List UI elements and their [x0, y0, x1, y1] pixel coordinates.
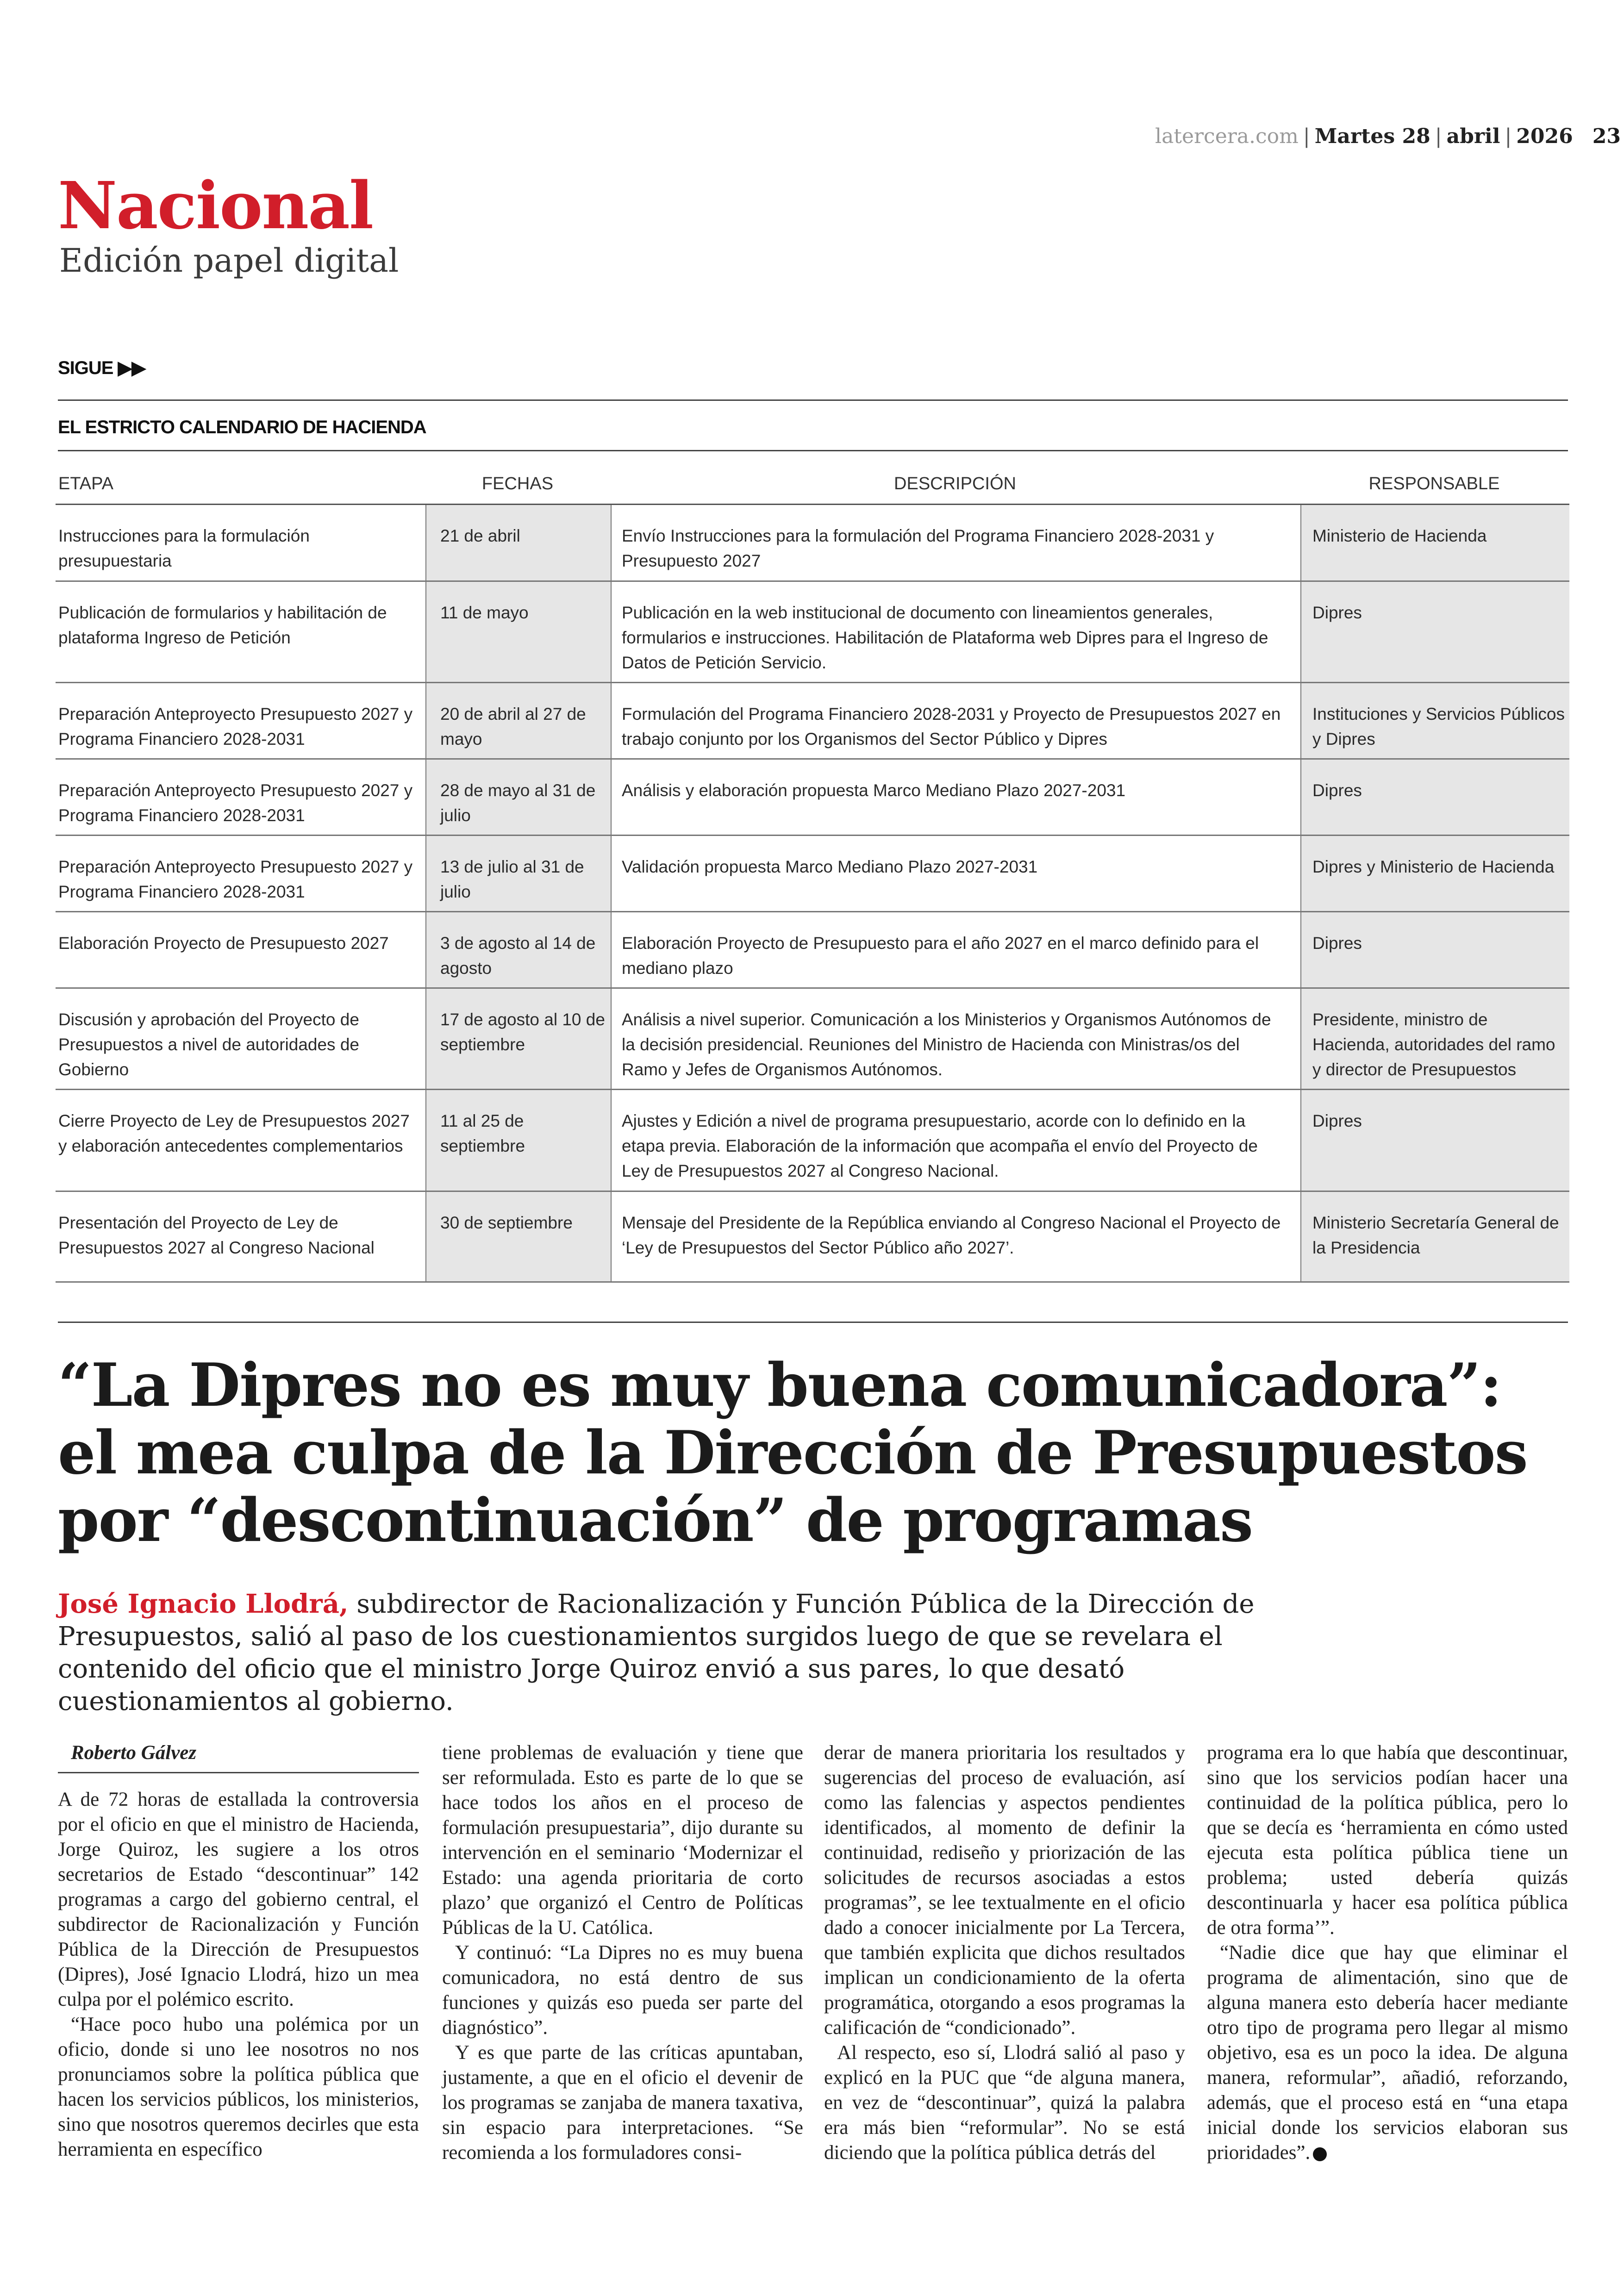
date-year: 2026	[1516, 125, 1573, 148]
cell-etapa: Instrucciones para la formulación presupuestaria	[56, 505, 426, 581]
cell-etapa: Cierre Proyecto de Ley de Presupuestos 2027 y elaboración antecedentes complementarios	[56, 1090, 426, 1191]
header-descripcion: DESCRIPCIÓN	[611, 467, 1301, 505]
cell-responsable: Instituciones y Servicios Públicos y Dipres	[1301, 683, 1569, 759]
paragraph-text: “Nadie dice que hay que eliminar el programa de alimentación, sino que de alguna manera esto debería hacer mediante otro tipo de programa pero llegar al mismo objetivo, esa es un poco la idea. De alguna manera, reformular”, añadió, reforzando, además, que el proceso está en “una etapa inicial donde los servicios elaboran sus prioridades”.	[1207, 1942, 1568, 2164]
paragraph: “Hace poco hubo una polémica por un oficio, donde si uno lee nosotros no nos pronunciamos sobre la política pública que hacen los servicios públicos, los ministerios, sino que nosotros queremos decirles que esta herramienta en específico	[58, 2014, 419, 2160]
cell-fechas: 13 de julio al 31 de julio	[426, 836, 611, 912]
cell-etapa: Preparación Anteproyecto Presupuesto 2027 y Programa Financiero 2028-2031	[56, 836, 426, 912]
end-of-article-icon	[1313, 2147, 1327, 2161]
cell-descripcion: Ajustes y Edición a nivel de programa presupuestario, acorde con lo definido en la etapa previa. Elaboración de la información que acompaña el envío del Proyecto de Ley de Presupuestos 2027 al Congreso Nacional.	[611, 1090, 1301, 1191]
cell-etapa: Publicación de formularios y habilitación de plataforma Ingreso de Petición	[56, 581, 426, 683]
table-row	[56, 836, 1569, 912]
lede-name: José Ignacio Llodrá,	[58, 1589, 349, 1619]
cell-responsable: Presidente, ministro de Hacienda, autoridades del ramo y director de Presupuestos	[1301, 988, 1569, 1090]
table-row	[56, 683, 1569, 759]
table-title: EL ESTRICTO CALENDARIO DE HACIENDA	[58, 417, 426, 437]
cell-fechas: 21 de abril	[426, 505, 611, 581]
lede-text: subdirector de Racionalización y Función Pública de la Dirección de Presupuestos, salió al paso de los cuestionamientos surgidos luego de que se revelara el contenido del oficio que el ministro Jorge Quiroz envió a sus pares, lo que desató cuestionamientos al gobierno.	[58, 1589, 1255, 1716]
cell-descripcion: Publicación en la web institucional de documento con lineamientos generales, formularios e instrucciones. Habilitación de Plataforma web Dipres para el Ingreso de Datos de Petición Servicio.	[611, 581, 1301, 683]
table-row	[56, 1191, 1569, 1282]
cell-etapa: Preparación Anteproyecto Presupuesto 2027 y Programa Financiero 2028-2031	[56, 759, 426, 836]
calendar-table	[56, 467, 1569, 1283]
cell-responsable: Dipres y Ministerio de Hacienda	[1301, 836, 1569, 912]
cell-etapa: Discusión y aprobación del Proyecto de Presupuestos a nivel de autoridades de Gobierno	[56, 988, 426, 1090]
cell-fechas: 11 al 25 de septiembre	[426, 1090, 611, 1191]
header-etapa: ETAPA	[56, 467, 426, 505]
table-row	[56, 1090, 1569, 1191]
article-column-3	[824, 1740, 1185, 2165]
cell-fechas: 20 de abril al 27 de mayo	[426, 683, 611, 759]
continuation-label: SIGUE ▶▶	[58, 358, 146, 378]
paragraph	[1207, 1940, 1568, 2165]
cell-fechas: 28 de mayo al 31 de julio	[426, 759, 611, 836]
paragraph: A de 72 horas de estallada la controversia por el oficio en que el ministro de Hacienda, Jorge Quiroz, les sugiere a los otros secretarios de Estado “descontinuar” 142 programas a cargo del gobierno central, el subdirector de Racionalización y Función Pública de la Dirección de Presupuestos (Dipres), José Ignacio Llodrá, hizo un mea culpa por el polémico escrito.	[58, 1789, 419, 2010]
article-column-4	[1207, 1740, 1568, 2165]
cell-descripcion: Análisis y elaboración propuesta Marco Mediano Plazo 2027-2031	[611, 759, 1301, 836]
table-row	[56, 912, 1569, 988]
cell-descripcion: Envío Instrucciones para la formulación del Programa Financiero 2028-2031 y Presupuesto 2027	[611, 505, 1301, 581]
top-divider	[58, 399, 1568, 401]
paragraph: Al respecto, eso sí, Llodrá salió al paso y explicó en la PUC que “de alguna manera, en vez de “descontinuar”, quizá la palabra era más bien “reformular”. No se está diciendo que la política pública detrás del	[824, 2042, 1185, 2164]
byline: Roberto Gálvez	[71, 1742, 197, 1764]
cell-etapa: Elaboración Proyecto de Presupuesto 2027	[56, 912, 426, 988]
article-column-1	[58, 1740, 419, 2162]
article-lede	[58, 1588, 1345, 1718]
article-headline: “La Dipres no es muy buena comunicadora”: el mea culpa de la Dirección de Presupuestos por “descontinuación” de programas	[58, 1351, 1527, 1555]
table-row	[56, 988, 1569, 1090]
cell-responsable: Dipres	[1301, 1090, 1569, 1191]
cell-responsable: Ministerio de Hacienda	[1301, 505, 1569, 581]
cell-fechas: 30 de septiembre	[426, 1191, 611, 1282]
header-fechas: FECHAS	[426, 467, 611, 505]
page-number: 23	[1592, 125, 1621, 148]
paragraph: tiene problemas de evaluación y tiene que ser reformulada. Esto es parte de lo que se hace todos los años en el proceso de formulación presupuestaria”, dijo durante su intervención en el seminario ‘Modernizar el Estado: una agenda prioritaria de corto plazo’ que organizó el Centro de Políticas Públicas de la U. Católica.	[442, 1742, 803, 1939]
cell-descripcion: Elaboración Proyecto de Presupuesto para el año 2027 en el marco definido para el mediano plazo	[611, 912, 1301, 988]
paragraph: programa era lo que había que descontinuar, sino que los servicios podían hacer una continuidad de la política pública, pero lo que se decía es ‘herramienta en cómo usted ejecuta esta política pública tiene un problema; usted debería quizás descontinuarla y hacer esa política pública de otra forma’”.	[1207, 1742, 1568, 1939]
cell-responsable: Ministerio Secretaría General de la Presidencia	[1301, 1191, 1569, 1282]
cell-fechas: 3 de agosto al 14 de agosto	[426, 912, 611, 988]
table-row	[56, 759, 1569, 836]
cell-etapa: Preparación Anteproyecto Presupuesto 2027 y Programa Financiero 2028-2031	[56, 683, 426, 759]
table-header-row	[56, 467, 1569, 505]
cell-responsable: Dipres	[1301, 759, 1569, 836]
cell-descripcion: Validación propuesta Marco Mediano Plazo 2027-2031	[611, 836, 1301, 912]
table-title-divider	[58, 450, 1568, 451]
table-row	[56, 505, 1569, 581]
cell-responsable: Dipres	[1301, 912, 1569, 988]
byline-divider	[58, 1772, 419, 1773]
dateline: latercera.com | Martes 28 | abril | 2026 23	[1155, 125, 1621, 148]
cell-fechas: 17 de agosto al 10 de septiembre	[426, 988, 611, 1090]
cell-responsable: Dipres	[1301, 581, 1569, 683]
site-name: latercera.com	[1155, 125, 1299, 148]
header-responsable: RESPONSABLE	[1301, 467, 1569, 505]
article-column-2	[442, 1740, 803, 2165]
cell-descripcion: Análisis a nivel superior. Comunicación a los Ministerios y Organismos Autónomos de la decisión presidencial. Reuniones del Ministro de Hacienda con Ministras/os del Ramo y Jefes de Organismos Autónomos.	[611, 988, 1301, 1090]
date-day: Martes 28	[1314, 125, 1430, 148]
cell-descripcion: Mensaje del Presidente de la República enviando al Congreso Nacional el Proyecto de ‘Ley de Presupuestos del Sector Público año 2027’.	[611, 1191, 1301, 1282]
date-month: abril	[1446, 125, 1500, 148]
paragraph: Y es que parte de las críticas apuntaban, justamente, a que en el oficio el devenir de los programas se zanjaba de manera taxativa, sin espacio para interpretaciones. “Se recomienda a los formuladores consi-	[442, 2042, 803, 2164]
table-row	[56, 581, 1569, 683]
section-subtitle: Edición papel digital	[59, 242, 399, 280]
section-title: Nacional	[58, 168, 373, 244]
article-divider	[58, 1322, 1568, 1323]
cell-descripcion: Formulación del Programa Financiero 2028-2031 y Proyecto de Presupuestos 2027 en trabajo conjunto por los Organismos del Sector Público y Dipres	[611, 683, 1301, 759]
cell-etapa: Presentación del Proyecto de Ley de Presupuestos 2027 al Congreso Nacional	[56, 1191, 426, 1282]
paragraph: Y continuó: “La Dipres no es muy buena comunicadora, no está dentro de sus funciones y quizás eso pueda ser parte del diagnóstico”.	[442, 1942, 803, 2039]
paragraph: derar de manera prioritaria los resultados y sugerencias del proceso de evaluación, así como las falencias y aspectos pendientes identificados, al momento de definir la continuidad, rediseño y priorización de las solicitudes de recursos asociadas a estos programas”, se lee textualmente en el oficio dado a conocer inicialmente por La Tercera, que también explicita que dichos resultados implican un condicionamiento de la oferta programática, otorgando a esos programas la calificación de “condicionado”.	[824, 1742, 1185, 2039]
cell-fechas: 11 de mayo	[426, 581, 611, 683]
